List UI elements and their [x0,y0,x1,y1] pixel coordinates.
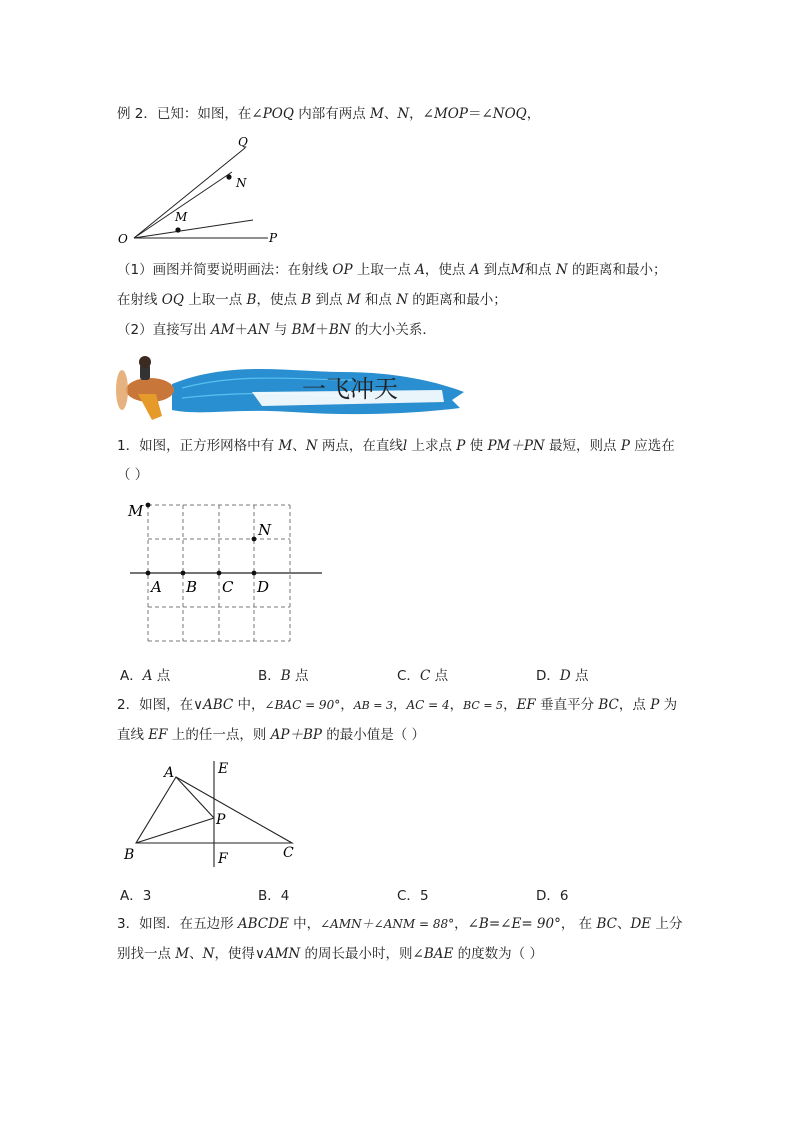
text: ， [454,916,468,932]
text: C． [397,668,420,684]
text: ， [503,697,517,713]
text: 点 [152,668,171,684]
text: 直线 [117,727,149,743]
text: （1）画图并简要说明画法：在射线 [117,262,333,278]
math: AM [210,322,235,338]
text: ， [449,697,464,713]
math: ∨AMN [254,946,301,962]
text: 内部有两点 [293,106,371,122]
q1-option-a[interactable] [120,664,170,684]
segment-ap [176,777,214,818]
math: P [650,697,660,713]
point-a [146,571,151,576]
text: 中， [288,916,321,932]
label-q: Q [238,135,248,149]
text: （ ） [117,467,149,483]
text: 点 [290,668,309,684]
q3-line1 [117,914,682,934]
math: M [510,262,525,278]
q3-line2 [117,944,543,964]
math: DE [630,916,652,932]
text: 、 [616,916,631,932]
text: B． [258,668,281,684]
example-part2 [117,320,436,340]
q2-option-a[interactable] [120,884,151,904]
text: ， [392,697,407,713]
text: 在射线 [117,292,162,308]
text: 的距离和最小； [567,262,667,278]
text: 、 [292,438,306,454]
text: 、 [189,946,203,962]
ray-oq [134,148,245,238]
label-b: B [124,847,135,863]
text: ， 在 [560,916,597,932]
label-p: P [216,812,226,828]
math: P [456,438,466,454]
math: ∠B=∠E= 90° [467,916,561,932]
math: A [142,668,153,684]
text: ，使点 [256,292,302,308]
label-a: A [164,765,175,781]
math: AC = 4 [406,698,450,712]
text: A． [120,668,143,684]
q1-option-b[interactable] [258,664,308,684]
text: 3．如图．在五边形 [117,916,238,932]
text: 的距离和最小； [408,292,507,308]
label-a: A [151,578,162,596]
math: EF [148,727,168,743]
label-e: E [218,761,229,777]
math: AP＋BP [270,727,322,743]
q2-line1 [117,695,677,716]
text: 1．如图，正方形网格中有 [117,438,279,454]
math: A [469,262,480,278]
text: D． [536,668,560,684]
text: 使 [465,438,488,454]
label-o: O [118,232,128,246]
math: BN [328,322,351,338]
q1-line1 [117,436,675,456]
label-n: N [236,176,247,190]
text: 点 [430,668,449,684]
math: N [555,262,568,278]
math: N [397,106,410,122]
math: l [402,438,408,454]
ray-om [134,220,253,238]
math: OP [332,262,353,278]
text: 与 [269,322,292,338]
example-heading [117,104,540,124]
q2-option-d[interactable] [536,884,569,904]
math: A [415,262,425,278]
text: 上的任一点，则 [167,727,271,743]
text: 应选在 [629,438,675,454]
text: 和点 [360,292,397,308]
point-m [175,227,180,232]
pilot-head-icon [139,356,151,368]
text: ，使得 [214,946,255,962]
math: M [175,946,190,962]
text: 到点 [479,262,511,278]
text: 和点 [524,262,556,278]
math: P [620,438,630,454]
text: 的度数为（ ） [453,946,543,962]
math: M [346,292,361,308]
q2-option-c[interactable] [397,884,429,904]
text: 两点，在直线 [317,438,403,454]
math: AN [247,322,270,338]
text: B． [258,888,281,904]
text: ， [409,106,423,122]
math: C [419,668,431,684]
math: N [396,292,408,308]
text: 点 [570,668,589,684]
text: 为 [659,697,678,713]
point-n [226,174,231,179]
math: BC [596,916,617,932]
text: ， [526,106,541,122]
math: EF [516,697,536,713]
label-p: P [269,231,278,245]
label-c: C [222,578,234,596]
text: ， [340,697,354,713]
label-c: C [283,845,294,861]
text: （2）直接写出 [117,322,211,338]
example-part1-line1 [117,260,666,280]
text: 的周长最小时，则 [300,946,413,962]
point-c [217,571,222,576]
math: ∠BAC = 90° [264,698,341,712]
math: M [278,438,293,454]
label-d: D [257,578,270,596]
math: ∠AMN＋∠ANM = 88° [320,917,455,931]
text: 、 [383,106,398,122]
text: 最短，则点 [544,438,621,454]
math: ∠NOQ [481,106,527,122]
text: 到点 [311,292,347,308]
triangle-figure [120,755,310,870]
text: D． [536,888,560,904]
example-part1-line2 [117,290,507,310]
propeller-icon [116,370,128,410]
text: 2．如图，在 [117,697,194,713]
text: 3 [142,888,152,904]
math: OQ [161,292,184,308]
q1-line2 [117,465,148,485]
section-banner [112,350,472,420]
math: PM＋PN [487,438,545,454]
math: ∠POQ [251,106,294,122]
text: ＝ [467,106,482,122]
math: B [280,668,291,684]
q1-option-c[interactable] [397,664,448,684]
label-n: N [258,521,272,539]
point-m [146,503,151,508]
math: ∠BAE [412,946,454,962]
segment-bp [136,818,214,843]
q2-option-b[interactable] [258,884,289,904]
math: BM [291,322,316,338]
text: A． [120,888,143,904]
math: N [305,438,318,454]
text: 4 [280,888,290,904]
text: 5 [419,888,429,904]
label-m: M [128,502,144,520]
label-f: F [218,851,228,867]
text: 的最小值是（ ） [321,727,426,743]
text: ＋ [234,322,248,338]
text: ＋ [315,322,329,338]
point-d [252,571,257,576]
text: 垂直平分 [535,697,599,713]
math: ∨ABC [193,697,234,713]
text: 例 2．已知：如图，在 [117,106,252,122]
label-b: B [186,578,198,596]
math: ABCDE [237,916,289,932]
math: B [301,292,312,308]
math: BC [598,697,619,713]
point-n [252,537,257,542]
text: 上取一点 [352,262,416,278]
math: AB = 3 [353,699,393,712]
text: ，点 [618,697,651,713]
text: 的大小关系． [350,322,436,338]
math: N [202,946,215,962]
grid-figure [120,495,330,650]
text: 上取一点 [183,292,247,308]
math: BC = 5 [463,699,504,712]
math: D [559,668,571,684]
text: 上求点 [407,438,457,454]
ray-on [134,172,232,238]
text: 6 [559,888,569,904]
angle-figure [110,130,300,250]
text: ，使点 [424,262,470,278]
banner-title: 一飞冲天 [302,375,398,403]
math: M [370,106,384,122]
label-m: M [175,210,188,224]
text: 中， [233,697,265,713]
q2-line2 [117,725,425,745]
text: 别找一点 [117,946,176,962]
text: 上分 [651,916,683,932]
q1-option-d[interactable] [536,664,589,684]
math: B [246,292,257,308]
math: ∠MOP [422,106,468,122]
text: C． [397,888,420,904]
point-b [181,571,186,576]
